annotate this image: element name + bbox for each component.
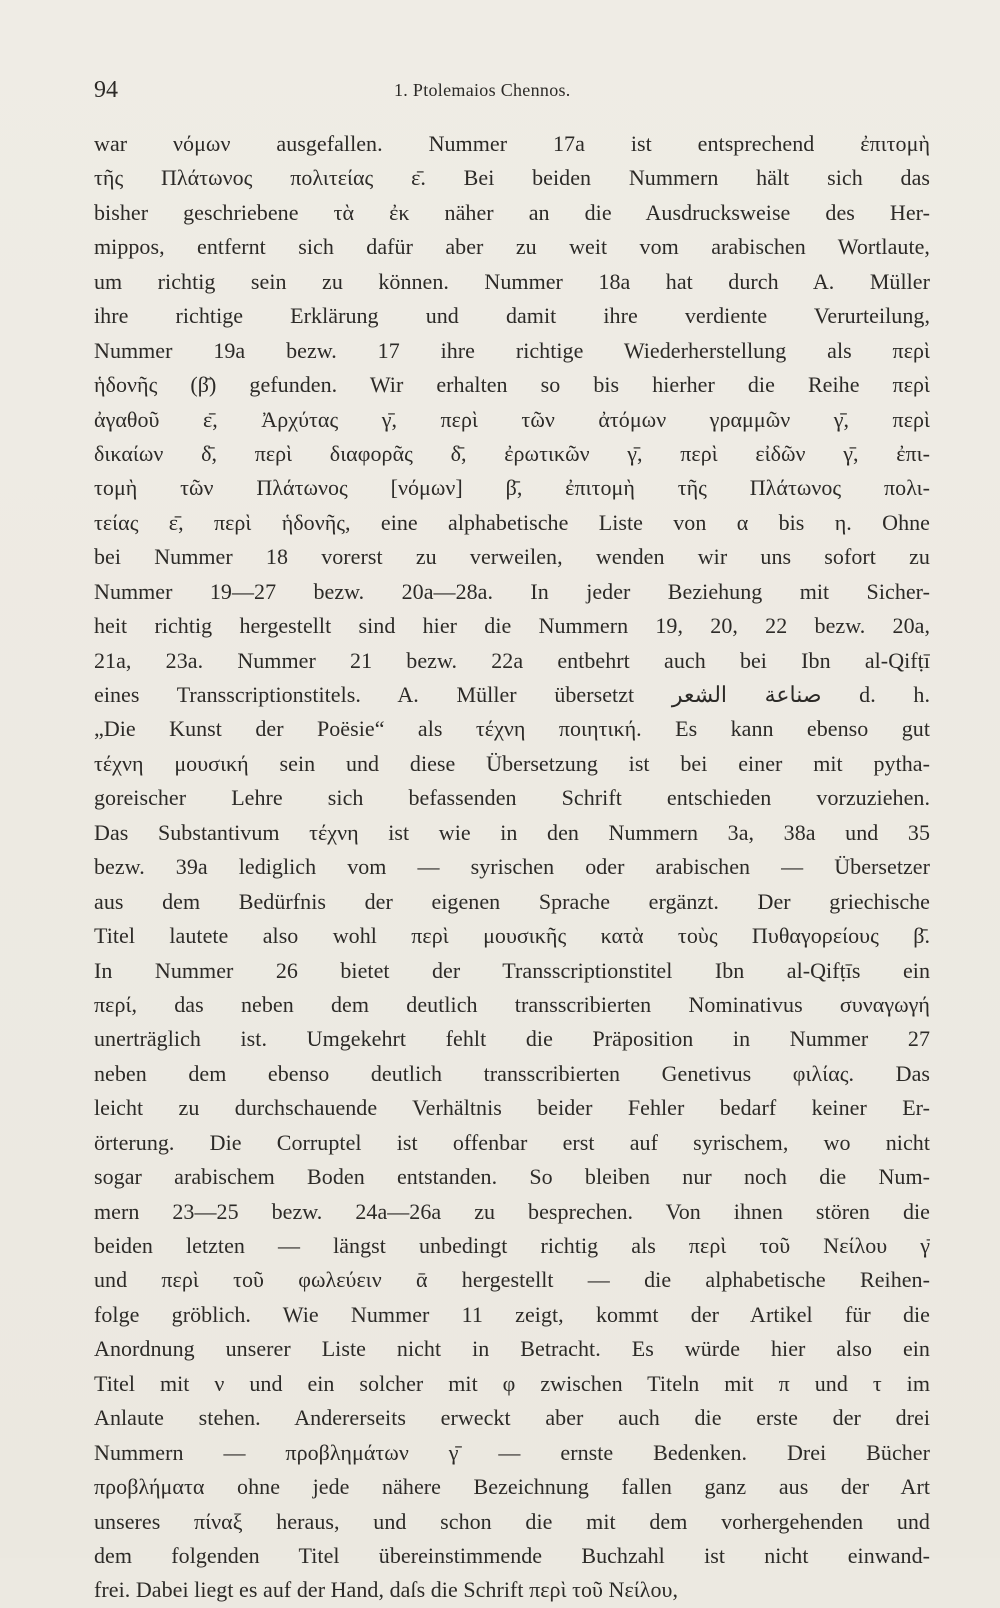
text-line: bezw. 39a lediglich vom — syrischen oder arabischen — Übersetzer (94, 854, 930, 880)
text-line: Nummer 19—27 bezw. 20a—28a. In jeder Beziehung mit Sicher- (94, 578, 930, 604)
text-line: neben dem ebenso deutlich transscribierten Genetivus φιλίας. Das (94, 1060, 930, 1086)
text-line: In Nummer 26 bietet der Transscriptionstitel Ibn al-Qifṭīs ein (94, 957, 930, 983)
text-line: um richtig sein zu können. Nummer 18a hat durch A. Müller (94, 268, 930, 294)
text-line: unerträglich ist. Umgekehrt fehlt die Präposition in Nummer 27 (94, 1026, 930, 1052)
text-line: τῆς Πλάτωνος πολιτείας ε̄. Bei beiden Nummern hält sich das (94, 165, 930, 191)
text-line: Das Substantivum τέχνη ist wie in den Nummern 3a, 38a und 35 (94, 819, 930, 845)
text-line: τείας ε̄, περὶ ἡδονῆς, eine alphabetische Liste von α bis η. Ohne (94, 509, 930, 535)
text-line: und περὶ τοῦ φωλεύειν ᾱ hergestellt — die alphabetische Reihen- (94, 1267, 930, 1293)
text-line: ἀγαθοῦ ε̄, Ἀρχύτας γ̄, περὶ τῶν ἀτόμων γραμμῶν γ̄, περὶ (94, 406, 930, 432)
page-header (94, 70, 930, 110)
text-line: τομὴ τῶν Πλάτωνος [νόμων] β̄, ἐπιτομὴ τῆς Πλάτωνος πολι- (94, 475, 930, 501)
text-line: war νόμων ausgefallen. Nummer 17a ist entsprechend ἐπιτομὴ (94, 131, 930, 156)
text-line: Nummer 19a bezw. 17 ihre richtige Wiederherstellung als περὶ (94, 337, 930, 363)
text-line: örterung. Die Corruptel ist offenbar erst auf syrischem, wo nicht (94, 1129, 930, 1155)
text-line: bisher geschriebene τὰ ἐκ näher an die Ausdrucksweise des Her- (94, 199, 930, 225)
text-line: heit richtig hergestellt sind hier die Nummern 19, 20, 22 bezw. 20a, (94, 613, 930, 639)
text-line: Titel lautete also wohl περὶ μουσικῆς κατὰ τοὺς Πυθαγορείους β̄. (94, 923, 930, 949)
text-line: Titel mit ν und ein solcher mit φ zwischen Titeln mit π und τ im (94, 1370, 930, 1396)
text-line: beiden letzten — längst unbedingt richtig als περὶ τοῦ Νείλου γ̄ (94, 1233, 930, 1258)
text-line: frei. Dabei liegt es auf der Hand, daſs die Schrift περὶ τοῦ Νείλου, (94, 1577, 678, 1603)
text-line: bei Nummer 18 vorerst zu verweilen, wenden wir uns sofort zu (94, 544, 930, 570)
text-line: „Die Kunst der Poësie“ als τέχνη ποιητική. Es kann ebenso gut (94, 716, 930, 742)
page-number: 94 (94, 77, 118, 103)
text-line: goreischer Lehre sich befassenden Schrift entschieden vorzuziehen. (94, 785, 930, 811)
text-line: ihre richtige Erklärung und damit ihre verdiente Verurteilung, (94, 303, 930, 329)
text-line: leicht zu durchschauende Verhältnis beider Fehler bedarf keiner Er- (94, 1095, 930, 1121)
text-line: δικαίων δ̄, περὶ διαφορᾶς δ̄, ἐρωτικῶν γ̄, περὶ εἰδῶν γ̄, ἐπι- (94, 440, 930, 466)
text-line: sogar arabischem Boden entstanden. So bleiben nur noch die Num- (94, 1164, 930, 1190)
text-line: τέχνη μουσική sein und diese Übersetzung ist bei einer mit pytha- (94, 750, 930, 776)
text-line: mippos, entfernt sich dafür aber zu weit vom arabischen Wortlaute, (94, 234, 930, 260)
text-line: dem folgenden Titel übereinstimmende Buchzahl ist nicht einwand- (94, 1542, 930, 1568)
text-line: ἡδονῆς (β̄) gefunden. Wir erhalten so bis hierher die Reihe περὶ (94, 372, 930, 398)
text-line: unseres πίναξ heraus, und schon die mit dem vorhergehenden und (94, 1508, 930, 1534)
text-line: aus dem Bedürfnis der eigenen Sprache ergänzt. Der griechische (94, 888, 930, 914)
running-title: 1. Ptolemaios Chennos. (394, 80, 571, 100)
text-line: Anordnung unserer Liste nicht in Betracht. Es würde hier also ein (94, 1336, 930, 1362)
text-line: mern 23—25 bezw. 24a—26a zu besprechen. Von ihnen stören die (94, 1198, 930, 1224)
text-line: προβλήματα ohne jede nähere Bezeichnung fallen ganz aus der Art (94, 1474, 930, 1500)
text-line: Anlaute stehen. Andererseits erweckt aber auch die erste der drei (94, 1405, 930, 1431)
text-line: Nummern — προβλημάτων γ̄ — ernste Bedenken. Drei Bücher (94, 1439, 930, 1465)
body-text (94, 127, 930, 1608)
text-line: περί, das neben dem deutlich transscribierten Nominativus συναγωγή (94, 991, 930, 1017)
text-line: folge gröblich. Wie Nummer 11 zeigt, kommt der Artikel für die (94, 1301, 930, 1327)
text-line: 21a, 23a. Nummer 21 bezw. 22a entbehrt auch bei Ibn al-Qifṭī (94, 647, 930, 673)
text-line: eines Transscriptionstitels. A. Müller übersetzt صناعة الشعر d. h. (94, 682, 930, 707)
